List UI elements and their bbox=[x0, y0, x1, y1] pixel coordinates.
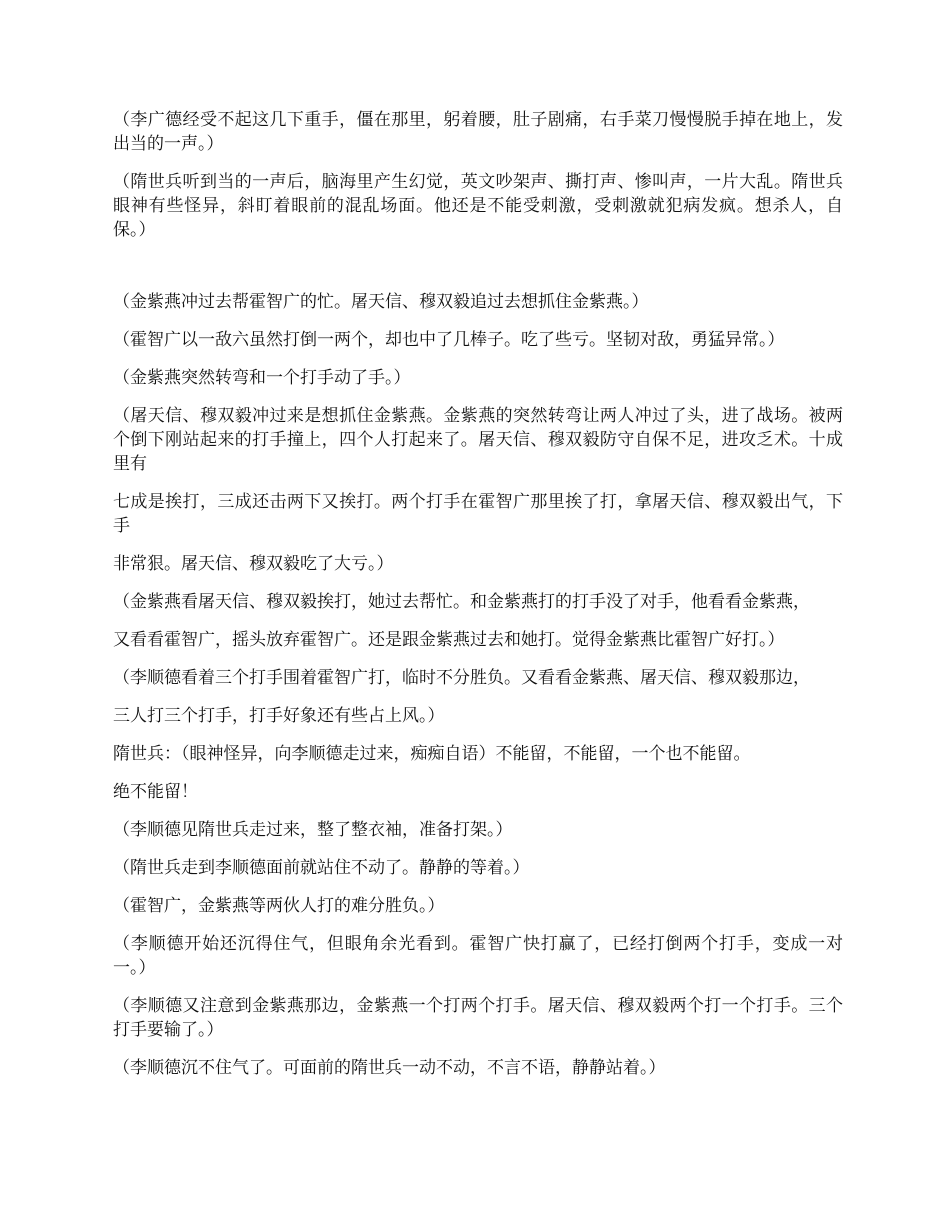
paragraph: （金紫燕突然转弯和一个打手动了手。） bbox=[113, 368, 411, 388]
paragraph: （李顺德又注意到金紫燕那边，金紫燕一个打两个打手。屠天信、穆双毅两个打一个打手。三个打手要输了。） bbox=[113, 996, 843, 1040]
paragraph: （屠天信、穆双毅冲过来是想抓住金紫燕。金紫燕的突然转弯让两人冲过了头，进了战场。被两个倒下刚站起来的打手撞上，四个人打起来了。屠天信、穆双毅防守自保不足，进攻乏术。十成里有 bbox=[113, 406, 843, 474]
paragraph: （李广德经受不起这几下重手，僵在那里，躬着腰，肚子剧痛，右手菜刀慢慢脱手掉在地上，发出当的一声。） bbox=[113, 110, 843, 154]
paragraph: 绝不能留！ bbox=[113, 782, 198, 802]
paragraph: （霍智广，金紫燕等两伙人打的难分胜负。） bbox=[113, 896, 445, 916]
paragraph: （李顺德开始还沉得住气，但眼角余光看到。霍智广快打赢了，已经打倒两个打手，变成一对一。） bbox=[113, 934, 843, 978]
paragraph: （金紫燕冲过去帮霍智广的忙。屠天信、穆双毅追过去想抓住金紫燕。） bbox=[113, 292, 649, 312]
blank-gap bbox=[113, 256, 843, 290]
paragraph: （隋世兵听到当的一声后，脑海里产生幻觉，英文吵架声、撕打声、惨叫声，一片大乱。隋世兵眼神有些怪异，斜盯着眼前的混乱场面。他还是不能受刺激，受刺激就犯病发疯。想杀人，自保。） bbox=[113, 172, 843, 240]
paragraph: 三人打三个打手，打手好象还有些占上风。） bbox=[113, 706, 445, 726]
paragraph: （金紫燕看屠天信、穆双毅挨打，她过去帮忙。和金紫燕打的打手没了对手，他看看金紫燕， bbox=[113, 592, 810, 612]
paragraph: （李顺德看着三个打手围着霍智广打，临时不分胜负。又看看金紫燕、屠天信、穆双毅那边， bbox=[113, 668, 810, 688]
paragraph: （霍智广以一敌六虽然打倒一两个，却也中了几棒子。吃了些亏。坚韧对敌，勇猛异常。） bbox=[113, 330, 785, 350]
document-body bbox=[113, 108, 843, 1094]
paragraph: （李顺德沉不住气了。可面前的隋世兵一动不动，不言不语，静静站着。） bbox=[113, 1058, 666, 1078]
paragraph: （李顺德见隋世兵走过来，整了整衣袖，准备打架。） bbox=[113, 820, 513, 840]
paragraph: 七成是挨打，三成还击两下又挨打。两个打手在霍智广那里挨了打，拿屠天信、穆双毅出气，下手 bbox=[113, 492, 843, 536]
paragraph: （隋世兵走到李顺德面前就站住不动了。静静的等着。） bbox=[113, 858, 530, 878]
paragraph: 非常狠。屠天信、穆双毅吃了大亏。） bbox=[113, 554, 394, 574]
paragraph: 又看看霍智广，摇头放弃霍智广。还是跟金紫燕过去和她打。觉得金紫燕比霍智广好打。） bbox=[113, 630, 785, 650]
paragraph: 隋世兵：（眼神怪异，向李顺德走过来，痴痴自语）不能留，不能留，一个也不能留。 bbox=[113, 744, 751, 764]
